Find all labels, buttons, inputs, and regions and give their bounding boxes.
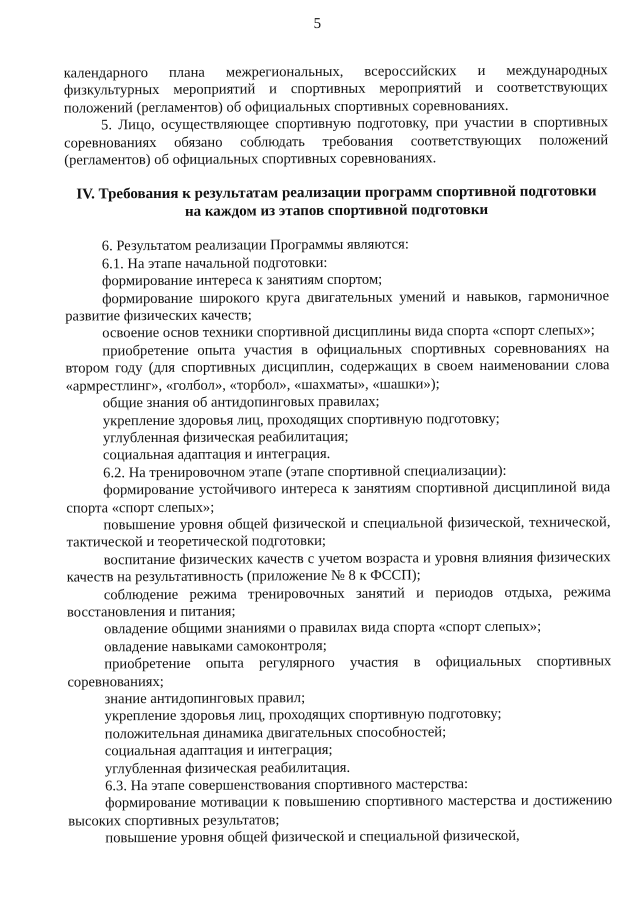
list-item: приобретение опыта регулярного участия в официальных спортивных соревнованиях; (67, 653, 612, 691)
list-item: общие знания об антидопинговых правилах; (102, 393, 380, 412)
list-item: углубленная физическая реабилитация; (102, 428, 349, 447)
section-heading-line: IV. Требования к результатам реализации программ спортивной подготовки (76, 183, 597, 203)
list-item: социальная адаптация и интеграция; (104, 742, 333, 760)
list-item: положительная динамика двигательных способностей; (104, 724, 447, 743)
item-6: 6. Результатом реализации Программы являются: (101, 236, 409, 255)
list-item: формирование мотивации к повышению спортивного мастерства и достижению высоких спортивных результатов; (68, 792, 613, 830)
list-item: воспитание физических качеств с учетом возраста и уровня влияния физических качеств на результативность (приложение № 8 к ФССП); (66, 548, 611, 586)
list-item: формирование устойчивого интереса к занятиям спортивной дисциплиной вида спорта «спорт слепых»; (66, 479, 611, 517)
list-item: соблюдение режима тренировочных занятий и периодов отдыха, режима восстановления и питания; (66, 583, 611, 621)
list-item: знание антидопинговых правил; (104, 690, 306, 708)
list-item: повышение уровня общей физической и специальной физической, технической, тактической и теоретической подготовки; (66, 514, 611, 551)
list-item: повышение уровня общей физической и специальной физической, (105, 828, 520, 847)
list-item: формирование интереса к занятиям спортом; (101, 271, 383, 290)
list-item: освоение основ техники спортивной дисциплины вида спорта «спорт слепых»; (102, 322, 595, 342)
list-item: укрепление здоровья лиц, проходящих спортивную подготовку; (104, 706, 502, 725)
item-6-2-heading: 6.2. На тренировочном этапе (этапе спортивной специализации): (103, 462, 507, 482)
list-item: приобретение опыта участия в официальных спортивных соревнованиях на втором году (для спортивных дисциплин, содержащих в своем наименовании слова «армрестлинг», «голбол», «торбол», «шахматы», «шашки»); (65, 340, 610, 395)
list-item: формирование широкого круга двигательных умений и навыков, гармоничное развитие физических качеств; (65, 287, 610, 325)
list-item: социальная адаптация и интеграция. (102, 446, 331, 464)
item-6-3-heading: 6.3. На этапе совершенствования спортивного мастерства: (105, 776, 469, 795)
document-body (64, 62, 613, 848)
list-item: укрепление здоровья лиц, проходящих спортивную подготовку; (102, 410, 500, 429)
section-heading-line: на каждом из этапов спортивной подготовки (184, 202, 489, 221)
intro-paragraph: 5. Лицо, осуществляющее спортивную подготовку, при участии в спортивных соревнованиях обязано соблюдать требования соответствующих положений (регламентов) об официальных спортивных соревнованиях. (64, 114, 609, 169)
list-item: овладение общими знаниями о правилах вида спорта «спорт слепых»; (104, 619, 542, 638)
item-6-1-heading: 6.1. На этапе начальной подготовки: (101, 254, 328, 273)
page-number: 5 (313, 15, 322, 33)
intro-paragraph: календарного плана межрегиональных, всероссийских и международных физкультурных мероприятий и спортивных мероприятий и соответствующих положений (регламентов) об официальных спортивных соревнованиях. (63, 62, 608, 117)
list-item: овладение навыками самоконтроля; (104, 637, 327, 656)
section-heading (64, 183, 608, 222)
list-item: углубленная физическая реабилитация. (104, 759, 351, 777)
